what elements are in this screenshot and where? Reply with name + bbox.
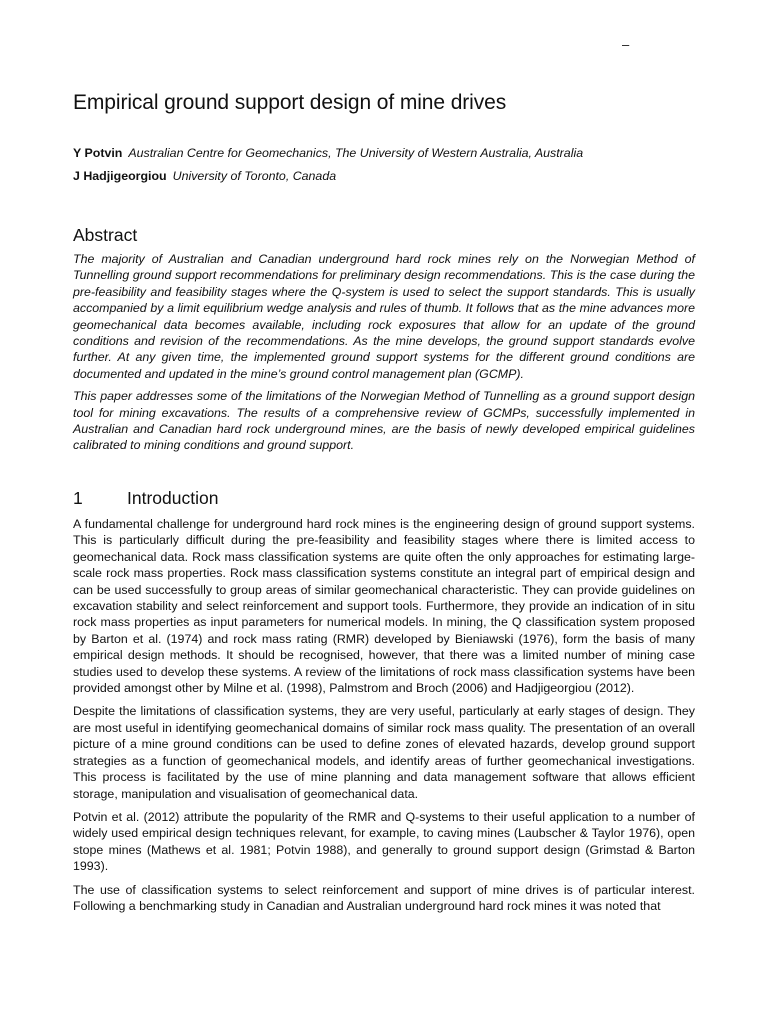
author-list (73, 144, 703, 190)
abstract-paragraph: The majority of Australian and Canadian underground hard rock mines rely on the Norwegian Method of Tunnelling ground support recommendations for preliminary design recommendations. This is the case during the pre-feasibility and feasibility stages where the Q-system is used to select the support standards. This is usually accompanied by a limit equilibrium wedge analysis and rules of thumb. It follows that as the mine advances more geomechanical data becomes available, including rock exposures that allow for an update of the ground conditions and revision of the recommendations. As the mine develops, the ground support standards evolve further. At any given time, the implemented ground support systems for the different ground conditions are documented and updated in the mine’s ground control management plan (GCMP). (73, 252, 695, 381)
abstract-body (73, 251, 695, 460)
section-number: 1 (73, 488, 83, 508)
paper-title: Empirical ground support design of mine drives (73, 91, 507, 114)
author-name: Y Potvin (73, 146, 123, 160)
body-paragraph: A fundamental challenge for underground hard rock mines is the engineering design of ground support systems. This is particularly difficult during the pre-feasibility and feasibility stages where there is limited access to geomechanical data. Rock mass classification systems are quite often the only approaches for estimating large-scale rock mass properties. Rock mass classification systems constitute an integral part of empirical design and can be used successfully to group areas of similar geomechanical characteristic. They can provide guidelines on excavation stability and select reinforcement and support tools. Furthermore, they provide an indication of in situ rock mass properties as input parameters for numerical models. In mining, the Q classification system proposed by Barton et al. (1974) and rock mass rating (RMR) developed by Bieniawski (1976), form the basis of many empirical design methods. It should be recognised, however, that there was a limited number of mining case studies used to develop these systems. A review of the limitations of rock mass classification systems have been provided amongst other by Milne et al. (1998), Palmstrom and Broch (2006) and Hadjigeorgiou (2012). (73, 517, 695, 696)
introduction-body (73, 516, 695, 921)
abstract-paragraph: This paper addresses some of the limitations of the Norwegian Method of Tunnelling as a ground support design tool for mining excavations. The results of a comprehensive review of GCMPs, successfully implemented in Australian and Canadian hard rock underground mines, are the basis of newly developed empirical guidelines calibrated to mining conditions and ground support. (73, 389, 695, 453)
body-paragraph: The use of classification systems to select reinforcement and support of mine drives is of particular interest. Following a benchmarking study in Canadian and Australian underground hard rock mines it was noted that (73, 882, 695, 913)
author-line (73, 144, 703, 167)
abstract-heading: Abstract (73, 225, 138, 245)
author-affiliation: University of Toronto, Canada (172, 169, 337, 183)
author-name: J Hadjigeorgiou (73, 169, 167, 183)
author-affiliation: Australian Centre for Geomechanics, The University of Western Australia, Australia (128, 146, 584, 160)
body-paragraph: Potvin et al. (2012) attribute the popularity of the RMR and Q-systems to their useful application to a number of widely used empirical design techniques relevant, for example, to caving mines (Laubscher & Taylor 1976), open stope mines (Mathews et al. 1981; Potvin 1988), and generally to ground support design (Grimstad & Barton 1993). (73, 809, 695, 874)
section-title: Introduction (127, 488, 219, 508)
introduction-heading (73, 487, 218, 509)
page-mark: – (622, 37, 630, 52)
author-line (73, 167, 703, 190)
body-paragraph: Despite the limitations of classification systems, they are very useful, particularly at early stages of design. They are most useful in identifying geomechanical domains of similar rock mass quality. The presentation of an overall picture of a mine ground conditions can be used to define zones of elevated hazards, develop ground support strategies as a function of geomechanical models, and identify areas of further geomechanical investigations. This process is facilitated by the use of mine planning and data management software that allows efficient storage, manipulation and visualisation of geomechanical data. (73, 704, 695, 801)
